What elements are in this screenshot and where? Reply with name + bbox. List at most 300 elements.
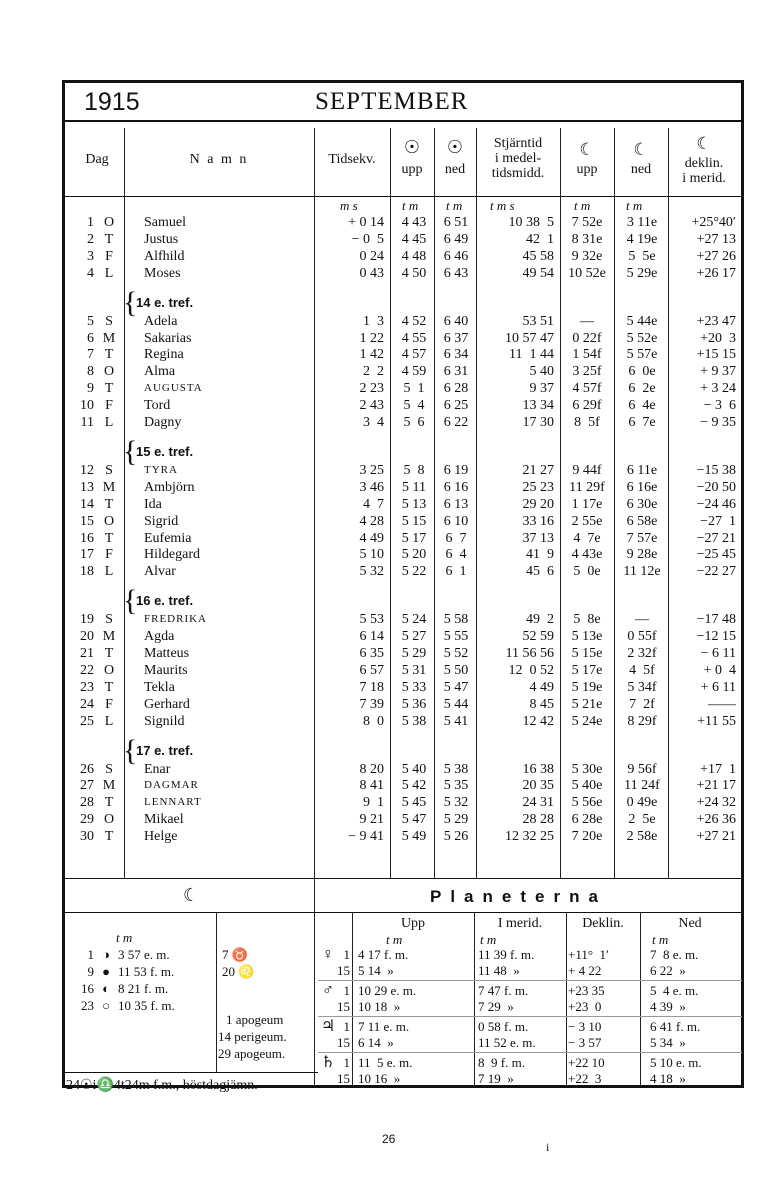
day-row <box>0 265 776 282</box>
day-row <box>0 363 776 380</box>
planet-meridian: 0 58 f. m. <box>478 1019 529 1034</box>
time-equation: 0 43 <box>359 265 384 281</box>
day-number: 27 <box>80 778 94 794</box>
weekday-letter: T <box>104 829 114 845</box>
name-day: Signild <box>144 713 185 729</box>
day-row <box>0 214 776 231</box>
day-number: 5 <box>87 313 94 329</box>
moon-set: 6 2e <box>628 381 656 397</box>
phase-icon: ◐ <box>102 981 110 996</box>
weekday-letter: T <box>104 231 114 247</box>
sun-set: 5 50 <box>443 662 469 678</box>
name-day: Maurits <box>144 662 188 678</box>
day-row <box>0 330 776 347</box>
planet-icon: ♂ <box>322 982 334 999</box>
sun-rise: 4 52 <box>401 313 427 329</box>
moon-icon: ☾ <box>579 140 595 159</box>
planet-date: 15 <box>337 963 350 978</box>
moon-set: 11 12e <box>623 564 661 580</box>
sun-rise: 5 33 <box>401 679 427 695</box>
day-number: 1 <box>87 215 94 230</box>
moon-set: 8 29f <box>627 713 657 729</box>
brace-mark: { <box>123 584 138 618</box>
equinox-text: 24☉i♎4t24m f.m., höstdagjämn. <box>66 1078 258 1093</box>
moon-rise: — <box>580 313 594 329</box>
header-sun-ned: ned <box>444 162 466 177</box>
sidereal-time: 11 1 44 <box>509 347 554 363</box>
moon-declination: −20 50 <box>696 479 736 495</box>
day-number: 23 <box>80 679 94 695</box>
day-row <box>0 397 776 414</box>
day-number: 16 <box>80 530 94 546</box>
weekday-letter: T <box>104 530 114 546</box>
page-number: 26 <box>382 1132 396 1146</box>
pl-header-deklin: Deklin. <box>582 916 624 931</box>
moon-set: 9 28e <box>626 547 658 563</box>
planet-date: 1 <box>343 983 350 998</box>
moon-rise: 6 28e <box>571 812 603 828</box>
weekday-letter: O <box>103 513 115 529</box>
sun-rise: 5 24 <box>401 612 427 628</box>
time-equation: 2 2 <box>363 364 384 380</box>
sun-rise: 5 1 <box>403 381 425 397</box>
moon-icon: ☾ <box>696 134 712 153</box>
sun-icon: ☉ <box>446 137 464 157</box>
name-day: Sakarias <box>144 330 192 346</box>
sun-rise: 5 49 <box>401 829 427 845</box>
day-row <box>0 513 776 530</box>
sun-set: 5 29 <box>443 812 469 828</box>
day-number: 2 <box>87 231 94 247</box>
name-day: Moses <box>144 265 181 281</box>
sidereal-time: 8 45 <box>529 696 554 712</box>
planet-declination: − 3 10 <box>568 1019 602 1034</box>
name-day: TYRA <box>144 463 178 476</box>
name-day: Matteus <box>144 646 190 661</box>
moon-rise: 4 7e <box>573 530 601 546</box>
time-equation: 7 18 <box>359 679 384 695</box>
sidereal-time: 37 13 <box>522 530 554 546</box>
weekday-letter: T <box>104 646 114 661</box>
sun-rise: 5 29 <box>401 646 427 661</box>
moon-declination: − 9 35 <box>700 415 736 430</box>
sidereal-time: 45 58 <box>522 248 554 264</box>
day-number: 6 <box>87 330 94 346</box>
day-row <box>0 761 776 778</box>
sun-set: 6 28 <box>443 381 469 397</box>
time-equation: 9 1 <box>363 795 384 811</box>
moon-declination: +21 17 <box>696 778 736 794</box>
time-equation: 5 53 <box>359 612 384 628</box>
moon-rise: 1 17e <box>571 496 603 512</box>
day-row <box>0 462 776 479</box>
moon-declination: +27 21 <box>696 829 736 845</box>
weekday-letter: M <box>102 330 116 346</box>
weekday-letter: O <box>103 662 115 678</box>
sun-set: 6 25 <box>443 398 469 414</box>
apsis-1: 1 apogeum <box>226 1012 284 1027</box>
sidereal-time: 5 40 <box>529 364 554 380</box>
planet-divider <box>318 1052 742 1053</box>
sun-rise: 5 11 <box>402 479 426 495</box>
moon-declination: +23 47 <box>696 313 736 329</box>
moon-set: 9 56f <box>627 761 657 777</box>
sidereal-time: 45 6 <box>526 564 554 580</box>
phase-time: 11 53 f. m. <box>118 964 175 979</box>
planet-declination: + 4 22 <box>568 963 602 978</box>
weekday-letter: T <box>104 795 114 811</box>
sun-set: 5 58 <box>443 612 469 628</box>
moon-rise: 7 52e <box>571 215 603 230</box>
year-title: 1915 <box>84 88 140 116</box>
sunday-heading <box>0 434 776 468</box>
sun-rise: 4 48 <box>401 248 427 264</box>
day-row <box>0 662 776 679</box>
weekday-letter: M <box>102 629 116 645</box>
sun-rise: 5 15 <box>401 513 427 529</box>
day-number: 29 <box>80 812 94 828</box>
phase-sign: 20 ♌ <box>222 964 255 979</box>
day-row <box>0 546 776 563</box>
day-number: 15 <box>80 513 94 529</box>
sun-set: 6 51 <box>443 215 469 230</box>
moon-rise: 5 24e <box>571 713 603 729</box>
moon-set: 3 11e <box>626 215 658 230</box>
header-namn: N a m n <box>189 152 249 167</box>
weekday-letter: L <box>104 415 114 430</box>
pl-header-upp: Upp <box>400 916 426 931</box>
header-stjarntid-1: Stjärntid <box>493 136 543 151</box>
moon-declination: −27 1 <box>700 513 736 529</box>
sun-set: 5 35 <box>443 778 469 794</box>
day-number: 20 <box>80 629 94 645</box>
weekday-letter: L <box>104 265 114 281</box>
sun-rise: 5 40 <box>401 761 427 777</box>
moon-declination: + 3 24 <box>700 381 736 397</box>
planet-icon: ♃ <box>320 1018 336 1035</box>
day-number: 4 <box>87 265 94 281</box>
moon-declination: − 3 6 <box>703 398 736 414</box>
sun-rise: 5 17 <box>401 530 427 546</box>
pl-rule-1 <box>352 912 353 1086</box>
moon-declination: + 6 11 <box>700 679 736 695</box>
name-day: Tekla <box>144 679 175 695</box>
moon-rise: 11 29f <box>569 479 605 495</box>
moon-rise: 5 17e <box>571 662 603 678</box>
sun-set: 6 49 <box>443 231 469 247</box>
moon-declination: −17 48 <box>696 612 736 628</box>
name-day: LENNART <box>144 796 202 809</box>
moon-set: 5 29e <box>626 265 658 281</box>
weekday-letter: F <box>105 398 113 414</box>
sidereal-time: 10 38 5 <box>508 215 554 230</box>
header-stjarntid-2: i medel- <box>494 151 542 166</box>
phase-time: 10 35 f. m. <box>118 998 175 1013</box>
planet-rise: 10 16 » <box>358 1071 401 1086</box>
sun-rise: 5 4 <box>403 398 425 414</box>
moon-set: 0 55f <box>627 629 657 645</box>
day-row <box>0 628 776 645</box>
sun-rise: 5 45 <box>401 795 427 811</box>
planet-rise: 10 29 e. m. <box>358 983 417 998</box>
sunday-heading <box>0 733 776 767</box>
moon-rise: 5 15e <box>571 646 603 661</box>
phase-day: 9 <box>87 964 94 979</box>
name-day: AUGUSTA <box>144 382 203 395</box>
moon-declination: +26 36 <box>696 812 736 828</box>
time-equation: 3 25 <box>359 462 384 478</box>
planet-rise: 7 11 e. m. <box>358 1019 410 1034</box>
moon-set: 6 58e <box>626 513 658 529</box>
day-row <box>0 645 776 662</box>
time-equation: 9 21 <box>359 812 384 828</box>
moon-declination: −27 21 <box>696 530 736 546</box>
planet-date: 1 <box>343 1055 350 1070</box>
day-number: 30 <box>80 829 94 845</box>
phase-day: 16 <box>81 981 94 996</box>
brace-mark: { <box>123 733 138 767</box>
day-number: 19 <box>80 612 94 628</box>
moon-unit: t m <box>116 930 133 945</box>
planet-meridian: 11 48 » <box>478 963 520 978</box>
header-rule <box>64 196 742 197</box>
tref-label: 14 e. tref. <box>136 294 194 310</box>
moon-set: 6 4e <box>628 398 656 414</box>
sidereal-time: 52 59 <box>522 629 554 645</box>
phase-day: 1 <box>87 947 94 962</box>
planets-top-rule <box>64 878 742 879</box>
name-day: Alvar <box>144 564 176 580</box>
sun-set: 5 55 <box>443 629 469 645</box>
pl-unit-upp: t m <box>386 932 403 947</box>
planet-meridian: 11 39 f. m. <box>478 947 535 962</box>
planet-set: 4 39 » <box>650 999 686 1014</box>
sun-icon: ☉ <box>403 137 421 157</box>
sun-rise: 5 13 <box>401 496 427 512</box>
header-deklin-1: deklin. <box>684 156 724 171</box>
sidereal-time: 20 35 <box>522 778 554 794</box>
moon-set: 2 32f <box>627 646 657 661</box>
moon-declination: +26 17 <box>696 265 736 281</box>
sun-set: 6 13 <box>443 496 469 512</box>
sun-rise: 4 50 <box>401 265 427 281</box>
unit-tid: m s <box>340 198 358 213</box>
moon-set: 2 5e <box>628 812 656 828</box>
sun-set: 5 47 <box>443 679 469 695</box>
day-number: 24 <box>80 696 94 712</box>
planet-rise: 5 14 » <box>358 963 394 978</box>
sidereal-time: 28 28 <box>522 812 554 828</box>
moon-icon: ☾ <box>183 885 200 905</box>
time-equation: 7 39 <box>359 696 384 712</box>
sun-set: 6 10 <box>443 513 469 529</box>
name-day: Samuel <box>144 215 186 230</box>
weekday-letter: M <box>102 778 116 794</box>
weekday-letter: M <box>102 479 116 495</box>
time-equation: 5 10 <box>359 547 384 563</box>
time-equation: 1 22 <box>359 330 384 346</box>
moon-set: 0 49e <box>626 795 658 811</box>
sun-rise: 5 31 <box>401 662 427 678</box>
pl-rule-4 <box>640 912 641 1086</box>
sun-set: 6 37 <box>443 330 469 346</box>
planet-declination: +11° 1′ <box>568 947 609 962</box>
weekday-letter: S <box>105 761 113 777</box>
pl-header-ned: Ned <box>678 916 702 931</box>
moon-declination: −22 27 <box>696 564 736 580</box>
weekday-letter: T <box>104 496 114 512</box>
day-row <box>0 563 776 580</box>
planet-set: 6 22 » <box>650 963 686 978</box>
equinox-note <box>66 1078 258 1094</box>
sun-set: 6 40 <box>443 313 469 329</box>
sidereal-time: 49 54 <box>522 265 554 281</box>
unit-sun-upp: t m <box>402 198 419 213</box>
name-day: Gerhard <box>144 696 190 712</box>
planet-declination: +23 35 <box>568 983 605 998</box>
sidereal-time: 12 42 <box>522 713 554 729</box>
sun-rise: 5 20 <box>401 547 427 563</box>
weekday-letter: S <box>105 612 113 628</box>
moon-set: 2 58e <box>626 829 658 845</box>
moon-set: 11 24f <box>624 778 660 794</box>
sidereal-time: 17 30 <box>522 415 554 430</box>
planet-date: 1 <box>343 1019 350 1034</box>
pl-unit-ned: t m <box>652 932 669 947</box>
sun-set: 6 46 <box>443 248 469 264</box>
sun-set: 5 26 <box>443 829 469 845</box>
sun-rise: 5 47 <box>401 812 427 828</box>
time-equation: 6 14 <box>359 629 384 645</box>
sidereal-time: 13 34 <box>522 398 554 414</box>
time-equation: 4 49 <box>359 530 384 546</box>
name-day: Dagny <box>144 415 182 430</box>
day-row <box>0 496 776 513</box>
moon-set: 4 19e <box>626 231 658 247</box>
planet-rise: 6 14 » <box>358 1035 394 1050</box>
sidereal-time: 16 38 <box>522 761 554 777</box>
tref-label: 16 e. tref. <box>136 593 194 609</box>
brace-mark: { <box>123 434 138 468</box>
moon-declination: +15 15 <box>696 347 736 363</box>
day-row <box>0 231 776 248</box>
moon-declination: + 9 37 <box>700 364 736 380</box>
planet-set: 4 18 » <box>650 1071 686 1086</box>
moon-rise: 3 25f <box>572 364 602 380</box>
moon-declination: −15 38 <box>696 462 736 478</box>
sun-rise: 5 42 <box>401 778 427 794</box>
sidereal-time: 24 31 <box>522 795 554 811</box>
moon-declination: −25 45 <box>696 547 736 563</box>
day-row <box>0 346 776 363</box>
moon-set: 5 5e <box>628 248 656 264</box>
apsis-3: 29 apogeum. <box>218 1046 286 1061</box>
name-day: Agda <box>144 629 175 645</box>
header-tidsekv: Tidsekv. <box>328 152 376 167</box>
moon-rise: 5 30e <box>571 761 603 777</box>
time-equation: 2 43 <box>359 398 384 414</box>
moon-declination: +20 3 <box>700 330 736 346</box>
time-equation: 6 57 <box>359 662 384 678</box>
time-equation: 1 42 <box>359 347 384 363</box>
sunday-heading <box>0 285 776 319</box>
moon-rule <box>216 912 217 1072</box>
moon-rise: 8 31e <box>571 231 603 247</box>
planet-icon: ♀ <box>322 946 334 963</box>
planet-set: 5 10 e. m. <box>650 1055 702 1070</box>
phase-icon: ◑ <box>102 947 110 962</box>
planet-date: 15 <box>337 1071 350 1086</box>
pl-rule-2 <box>474 912 475 1086</box>
moon-bottom-rule <box>64 1072 318 1073</box>
sidereal-time: 53 51 <box>522 313 554 329</box>
time-equation: 3 4 <box>363 415 384 430</box>
sun-rise: 4 55 <box>401 330 427 346</box>
moon-rise: 5 13e <box>571 629 603 645</box>
weekday-letter: F <box>105 547 113 563</box>
phase-sign: 7 ♉ <box>222 947 248 962</box>
name-day: Ambjörn <box>144 479 195 495</box>
planet-meridian: 7 29 » <box>478 999 514 1014</box>
sun-rise: 5 8 <box>403 462 425 478</box>
sun-rise: 5 27 <box>401 629 427 645</box>
name-day: Regina <box>144 347 184 363</box>
sidereal-time: 41 9 <box>526 547 554 563</box>
weekday-letter: S <box>105 462 113 478</box>
moon-rise: 7 20e <box>571 829 603 845</box>
weekday-letter: O <box>103 364 115 380</box>
weekday-letter: T <box>104 679 114 695</box>
planet-date: 15 <box>337 1035 350 1050</box>
moon-set: 6 30e <box>626 496 658 512</box>
name-day: Alfhild <box>144 248 185 264</box>
weekday-letter: T <box>104 381 114 397</box>
time-equation: 8 41 <box>359 778 384 794</box>
day-row <box>0 811 776 828</box>
planet-declination: − 3 57 <box>568 1035 602 1050</box>
sun-rise: 4 43 <box>401 215 427 230</box>
moon-set: 7 57e <box>626 530 658 546</box>
phase-icon: ● <box>102 964 110 979</box>
day-number: 28 <box>80 795 94 811</box>
moon-declination: + 0 4 <box>703 662 736 678</box>
day-row <box>0 713 776 730</box>
name-day: Eufemia <box>144 530 192 546</box>
moon-declination: −12 15 <box>696 629 736 645</box>
planet-meridian: 11 52 e. m. <box>478 1035 536 1050</box>
moon-set: 6 7e <box>628 415 656 430</box>
tref-label: 17 e. tref. <box>136 742 194 758</box>
day-row <box>0 479 776 496</box>
weekday-letter: L <box>104 564 114 580</box>
name-day: Ida <box>144 496 162 512</box>
time-equation: 4 7 <box>363 496 384 512</box>
unit-sun-ned: t m <box>446 198 463 213</box>
pl-header-merid: I merid. <box>497 916 543 931</box>
moon-rise: 5 21e <box>571 696 603 712</box>
month-title: SEPTEMBER <box>315 88 469 115</box>
weekday-letter: S <box>105 313 113 329</box>
time-equation: 1 3 <box>363 313 384 329</box>
name-day: Enar <box>144 761 171 777</box>
sun-set: 6 22 <box>443 415 469 430</box>
planet-set: 6 41 f. m. <box>650 1019 701 1034</box>
name-day: Helge <box>144 829 178 845</box>
sun-rise: 4 59 <box>401 364 427 380</box>
sun-rise: 5 22 <box>401 564 427 580</box>
planet-icon: ♄ <box>320 1054 336 1071</box>
weekday-letter: T <box>104 347 114 363</box>
